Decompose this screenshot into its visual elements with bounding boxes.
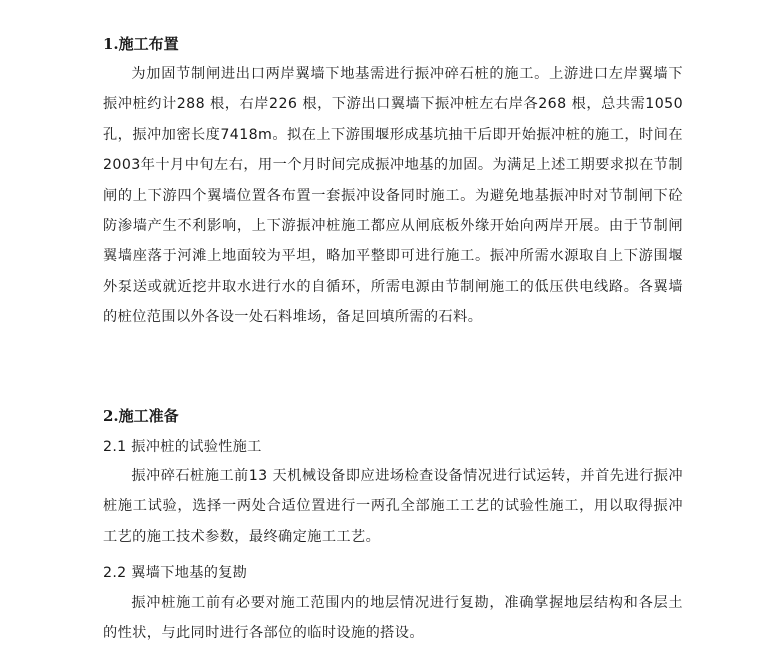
section-2-heading: 2.施工准备 bbox=[103, 407, 179, 425]
subsection-2-1-paragraph: 振冲碎石桩施工前13 天机械设备即应进场检查设备情况进行试运转，并首先进行振冲桩施工试验，选择一两处合适位置进行一两孔全部施工工艺的试验性施工，用以取得振冲工艺的施工技术参数，最终确定施工工艺。 bbox=[103, 468, 683, 545]
subsection-2-2-paragraph: 振冲桩施工前有必要对施工范围内的地层情况进行复勘，准确掌握地层结构和各层土的性状，与此同时进行各部位的临时设施的搭设。 bbox=[103, 595, 683, 642]
section-1-paragraph: 为加固节制闸进出口两岸翼墙下地基需进行振冲碎石桩的施工。上游进口左岸翼墙下振冲桩约计288 根，右岸226 根，下游出口翼墙下振冲桩左右岸各268 根，总共需1050 孔，振冲加密长度7418m。拟在上下游围堰形成基坑抽干后即开始振冲桩的施工，时间在2003年十月中旬左右，用一个月时间完成振冲地基的加固。为满足上述工期要求拟在节制闸的上下游四个翼墙位置各布置一套振冲设备同时施工。为避免地基振冲时对节制闸下砼防渗墙产生不利影响，上下游振冲桩施工都应从闸底板外缘开始向两岸开展。由于节制闸翼墙座落于河滩上地面较为平坦，略加平整即可进行施工。振冲所需水源取自上下游围堰外泵送或就近挖井取水进行水的自循环，所需电源由节制闸施工的低压供电线路。各翼墙的桩位范围以外各设一处石料堆场，备足回填所需的石料。 bbox=[103, 66, 683, 326]
subsection-2-2-heading: 2.2 翼墙下地基的复勘 bbox=[103, 565, 248, 581]
section-1-heading: 1.施工布置 bbox=[103, 35, 179, 53]
subsection-2-1-heading: 2.1 振冲桩的试验性施工 bbox=[103, 439, 262, 455]
